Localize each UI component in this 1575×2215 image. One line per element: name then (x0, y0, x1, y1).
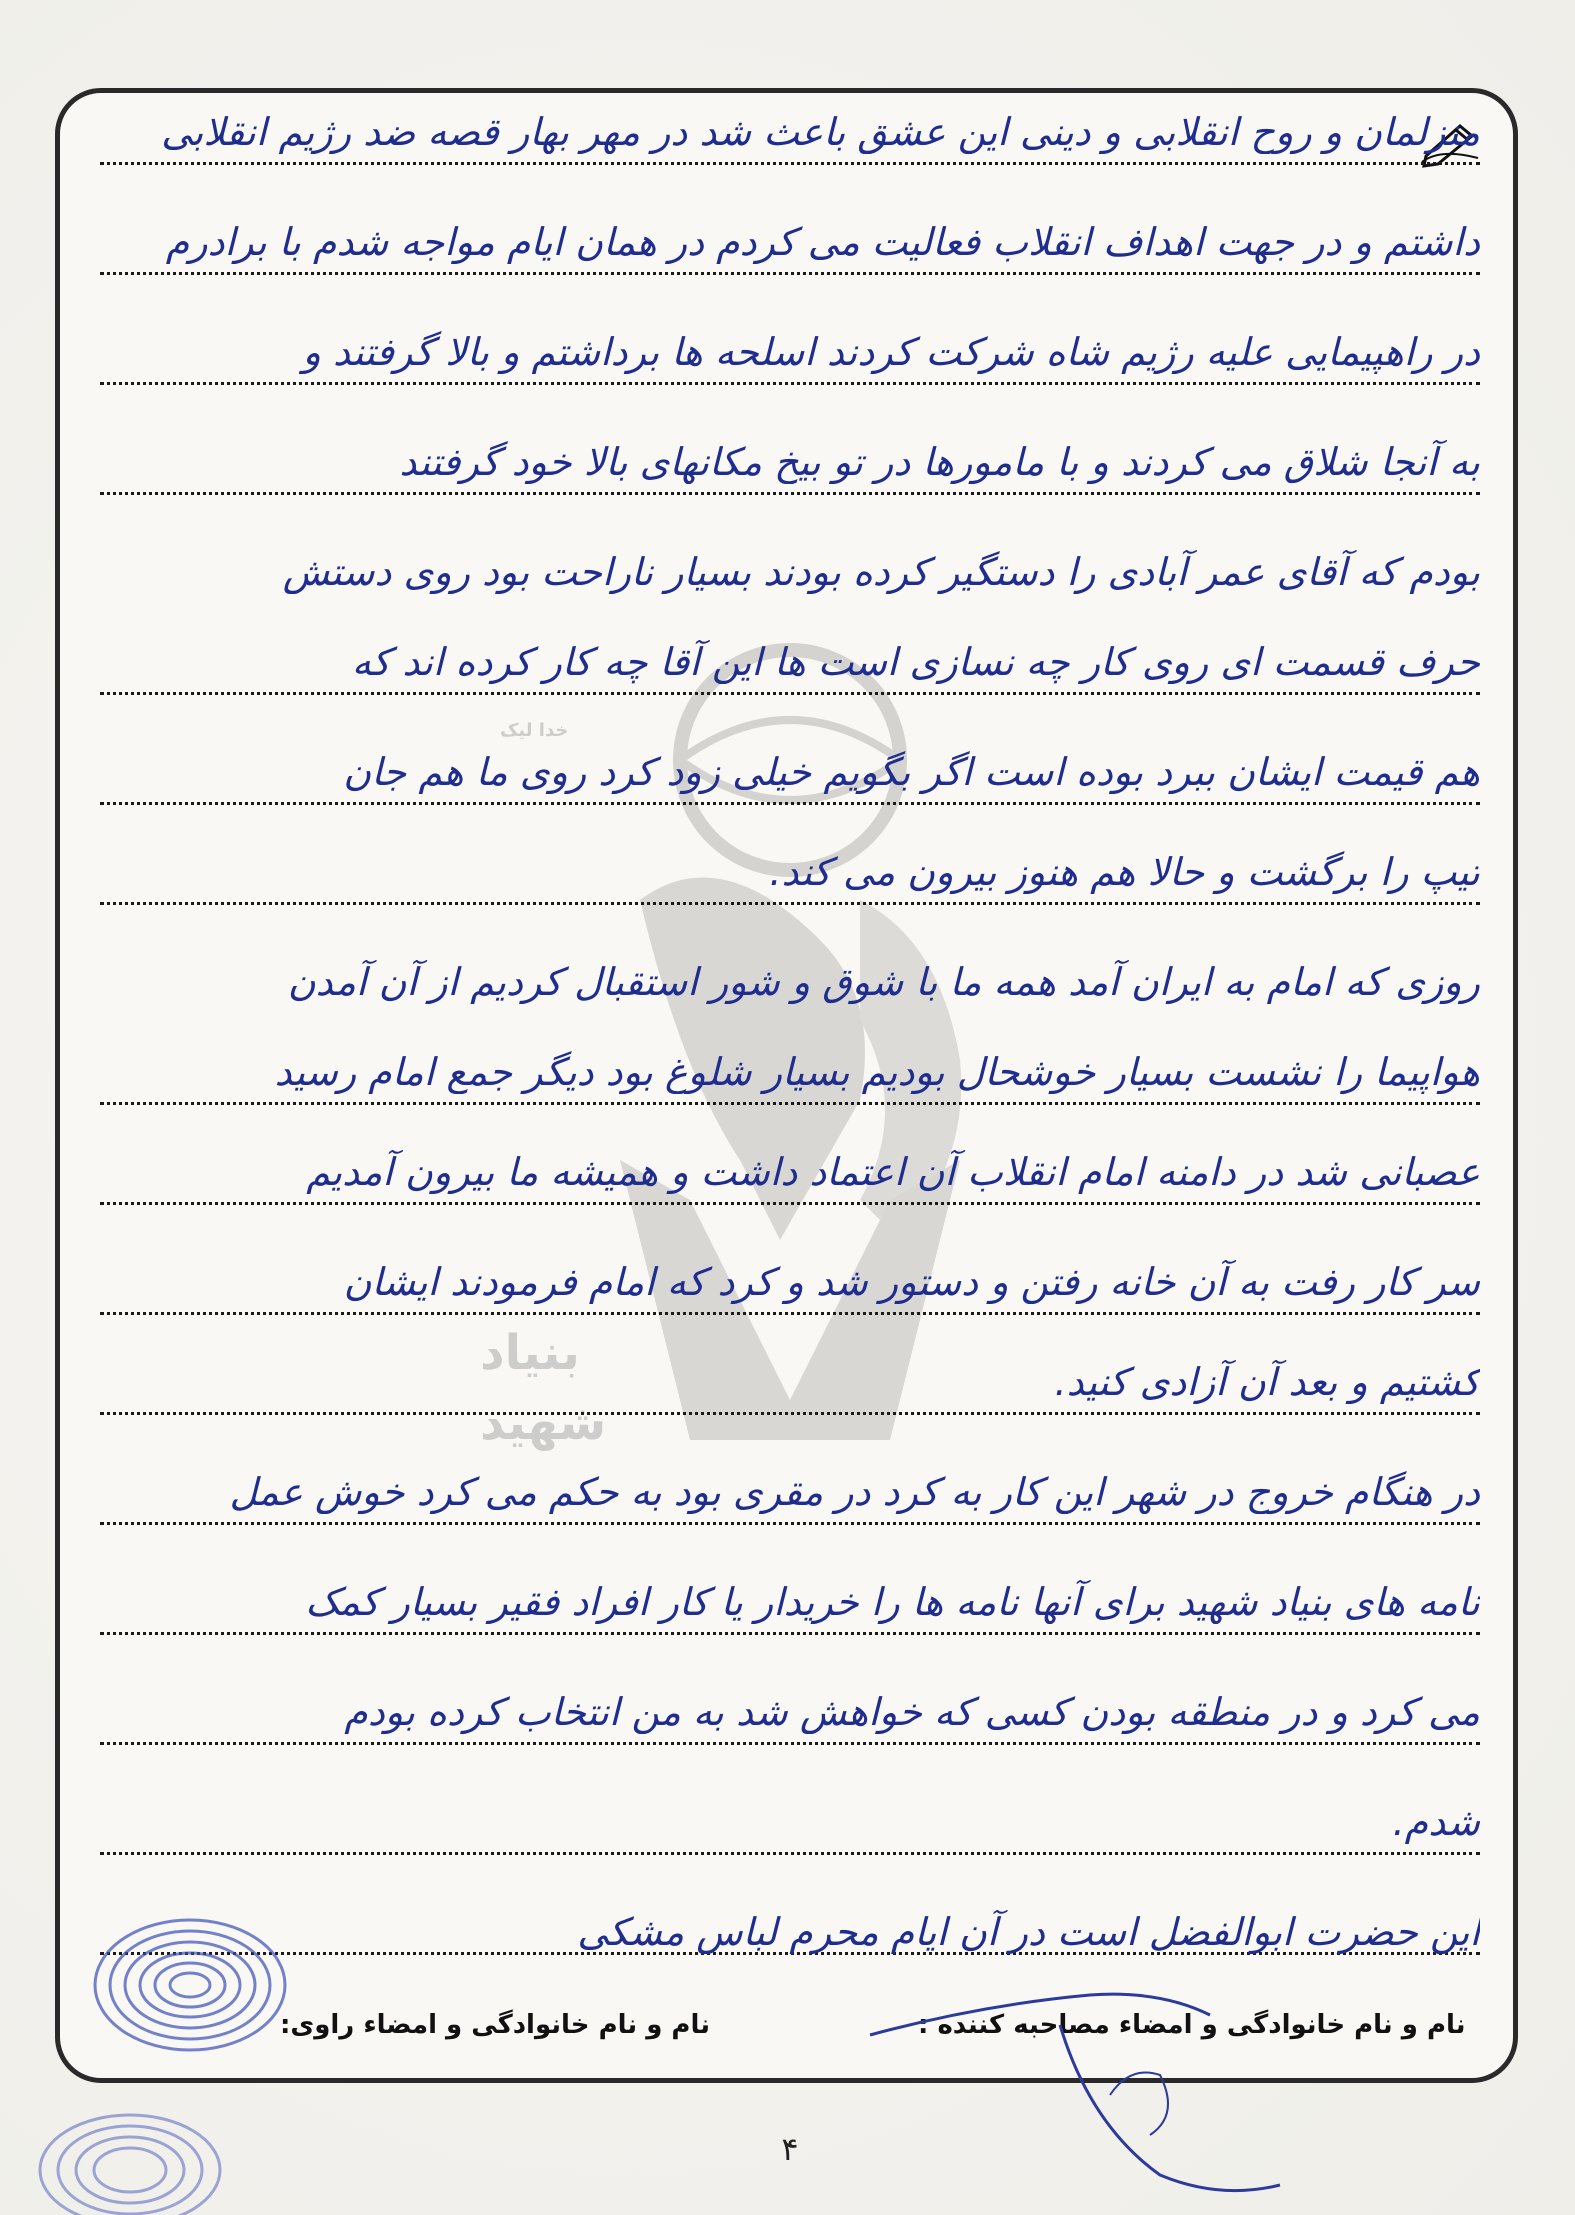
handwritten-line: تیپ را برگشت و حالا هم هنوز بیرون می کند. (769, 850, 1480, 894)
ruled-line (100, 1522, 1480, 1525)
page-number: ۴ (781, 2130, 799, 2168)
handwritten-line: حرف قسمت ای روی کار چه نسازی است ها این آقا چه کار کرده اند که (351, 640, 1480, 684)
ruled-line (100, 1202, 1480, 1205)
interviewer-label: نام و نام خانوادگی و امضاء مصاحبه کننده : (918, 2010, 1466, 2040)
handwritten-line: هم قیمت ایشان ببرد بوده است اگر بگویم خیلی زود کرد روی ما هم جان (343, 750, 1480, 794)
handwritten-line: سر کار رفت به آن خانه رفتن و دستور شد و کرد که امام فرمودند ایشان (343, 1260, 1480, 1304)
watermark-motto: خدا لیک (500, 720, 569, 741)
ruled-line (100, 1412, 1480, 1415)
watermark-org-name-2: شهید (480, 1395, 607, 1451)
handwritten-line: به آنجا شلاق می کردند و با مامورها در تو بیخ مکانهای بالا خود گرفتند (399, 440, 1480, 484)
handwritten-line: کشتیم و بعد آن آزادی کنید. (1054, 1360, 1480, 1404)
ruled-line (100, 162, 1480, 165)
handwritten-line: می کرد و در منطقه بودن کسی که خواهش شد به من انتخاب کرده بودم (344, 1690, 1480, 1734)
handwritten-line: هواپیما را نشست بسیار خوشحال بودیم بسیار شلوغ بود دیگر جمع امام رسید (274, 1050, 1480, 1094)
handwritten-line: این حضرت ابوالفضل است در آن ایام محرم لباس مشکی (577, 1910, 1480, 1954)
handwritten-line: منزلمان و روح انقلابی و دینی این عشق باعث شد در مهر بهار قصه ضد رژیم انقلابی (161, 110, 1480, 154)
handwritten-line: در راهپیمایی علیه رژیم شاه شرکت کردند اسلحه ها برداشتم و بالا گرفتند و (302, 330, 1480, 374)
ruled-line (100, 492, 1480, 495)
ruled-line (100, 902, 1480, 905)
fingerprint-mark (70, 1900, 300, 2070)
watermark-org-name: بنیاد (480, 1325, 580, 1381)
ruled-line (100, 382, 1480, 385)
ruled-line (100, 1852, 1480, 1855)
handwritten-line: داشتم و در جهت اهداف انقلاب فعالیت می کردم در همان ایام مواجه شدم با برادرم (165, 220, 1480, 264)
fingerprint-mark (30, 2100, 230, 2215)
handwritten-line: عصبانی شد در دامنه امام انقلاب آن اعتماد داشت و همیشه ما بیرون آمدیم (306, 1150, 1480, 1194)
handwritten-line: بودم که آقای عمر آبادی را دستگیر کرده بودند بسیار ناراحت بود روی دستش (282, 550, 1480, 594)
ruled-line (100, 802, 1480, 805)
handwritten-line: شدم. (1392, 1800, 1480, 1844)
ruled-line (100, 1742, 1480, 1745)
handwritten-line: در هنگام خروج در شهر این کار به کرد در مقری بود به حکم می کرد خوش عمل (229, 1470, 1480, 1514)
ruled-line (100, 1102, 1480, 1105)
narrator-label: نام و نام خانوادگی و امضاء راوی: (280, 2010, 710, 2040)
ruled-line (100, 1632, 1480, 1635)
ruled-line (100, 1312, 1480, 1315)
handwritten-line: روزی که امام به ایران آمد همه ما با شوق و شور استقبال کردیم از آن آمدن (287, 960, 1480, 1004)
signature-scribble (860, 1975, 1300, 2205)
ruled-line (100, 692, 1480, 695)
handwritten-line: نامه های بنیاد شهید برای آنها نامه ها را خریدار یا کار افراد فقیر بسیار کمک (305, 1580, 1480, 1624)
ruled-line (100, 272, 1480, 275)
